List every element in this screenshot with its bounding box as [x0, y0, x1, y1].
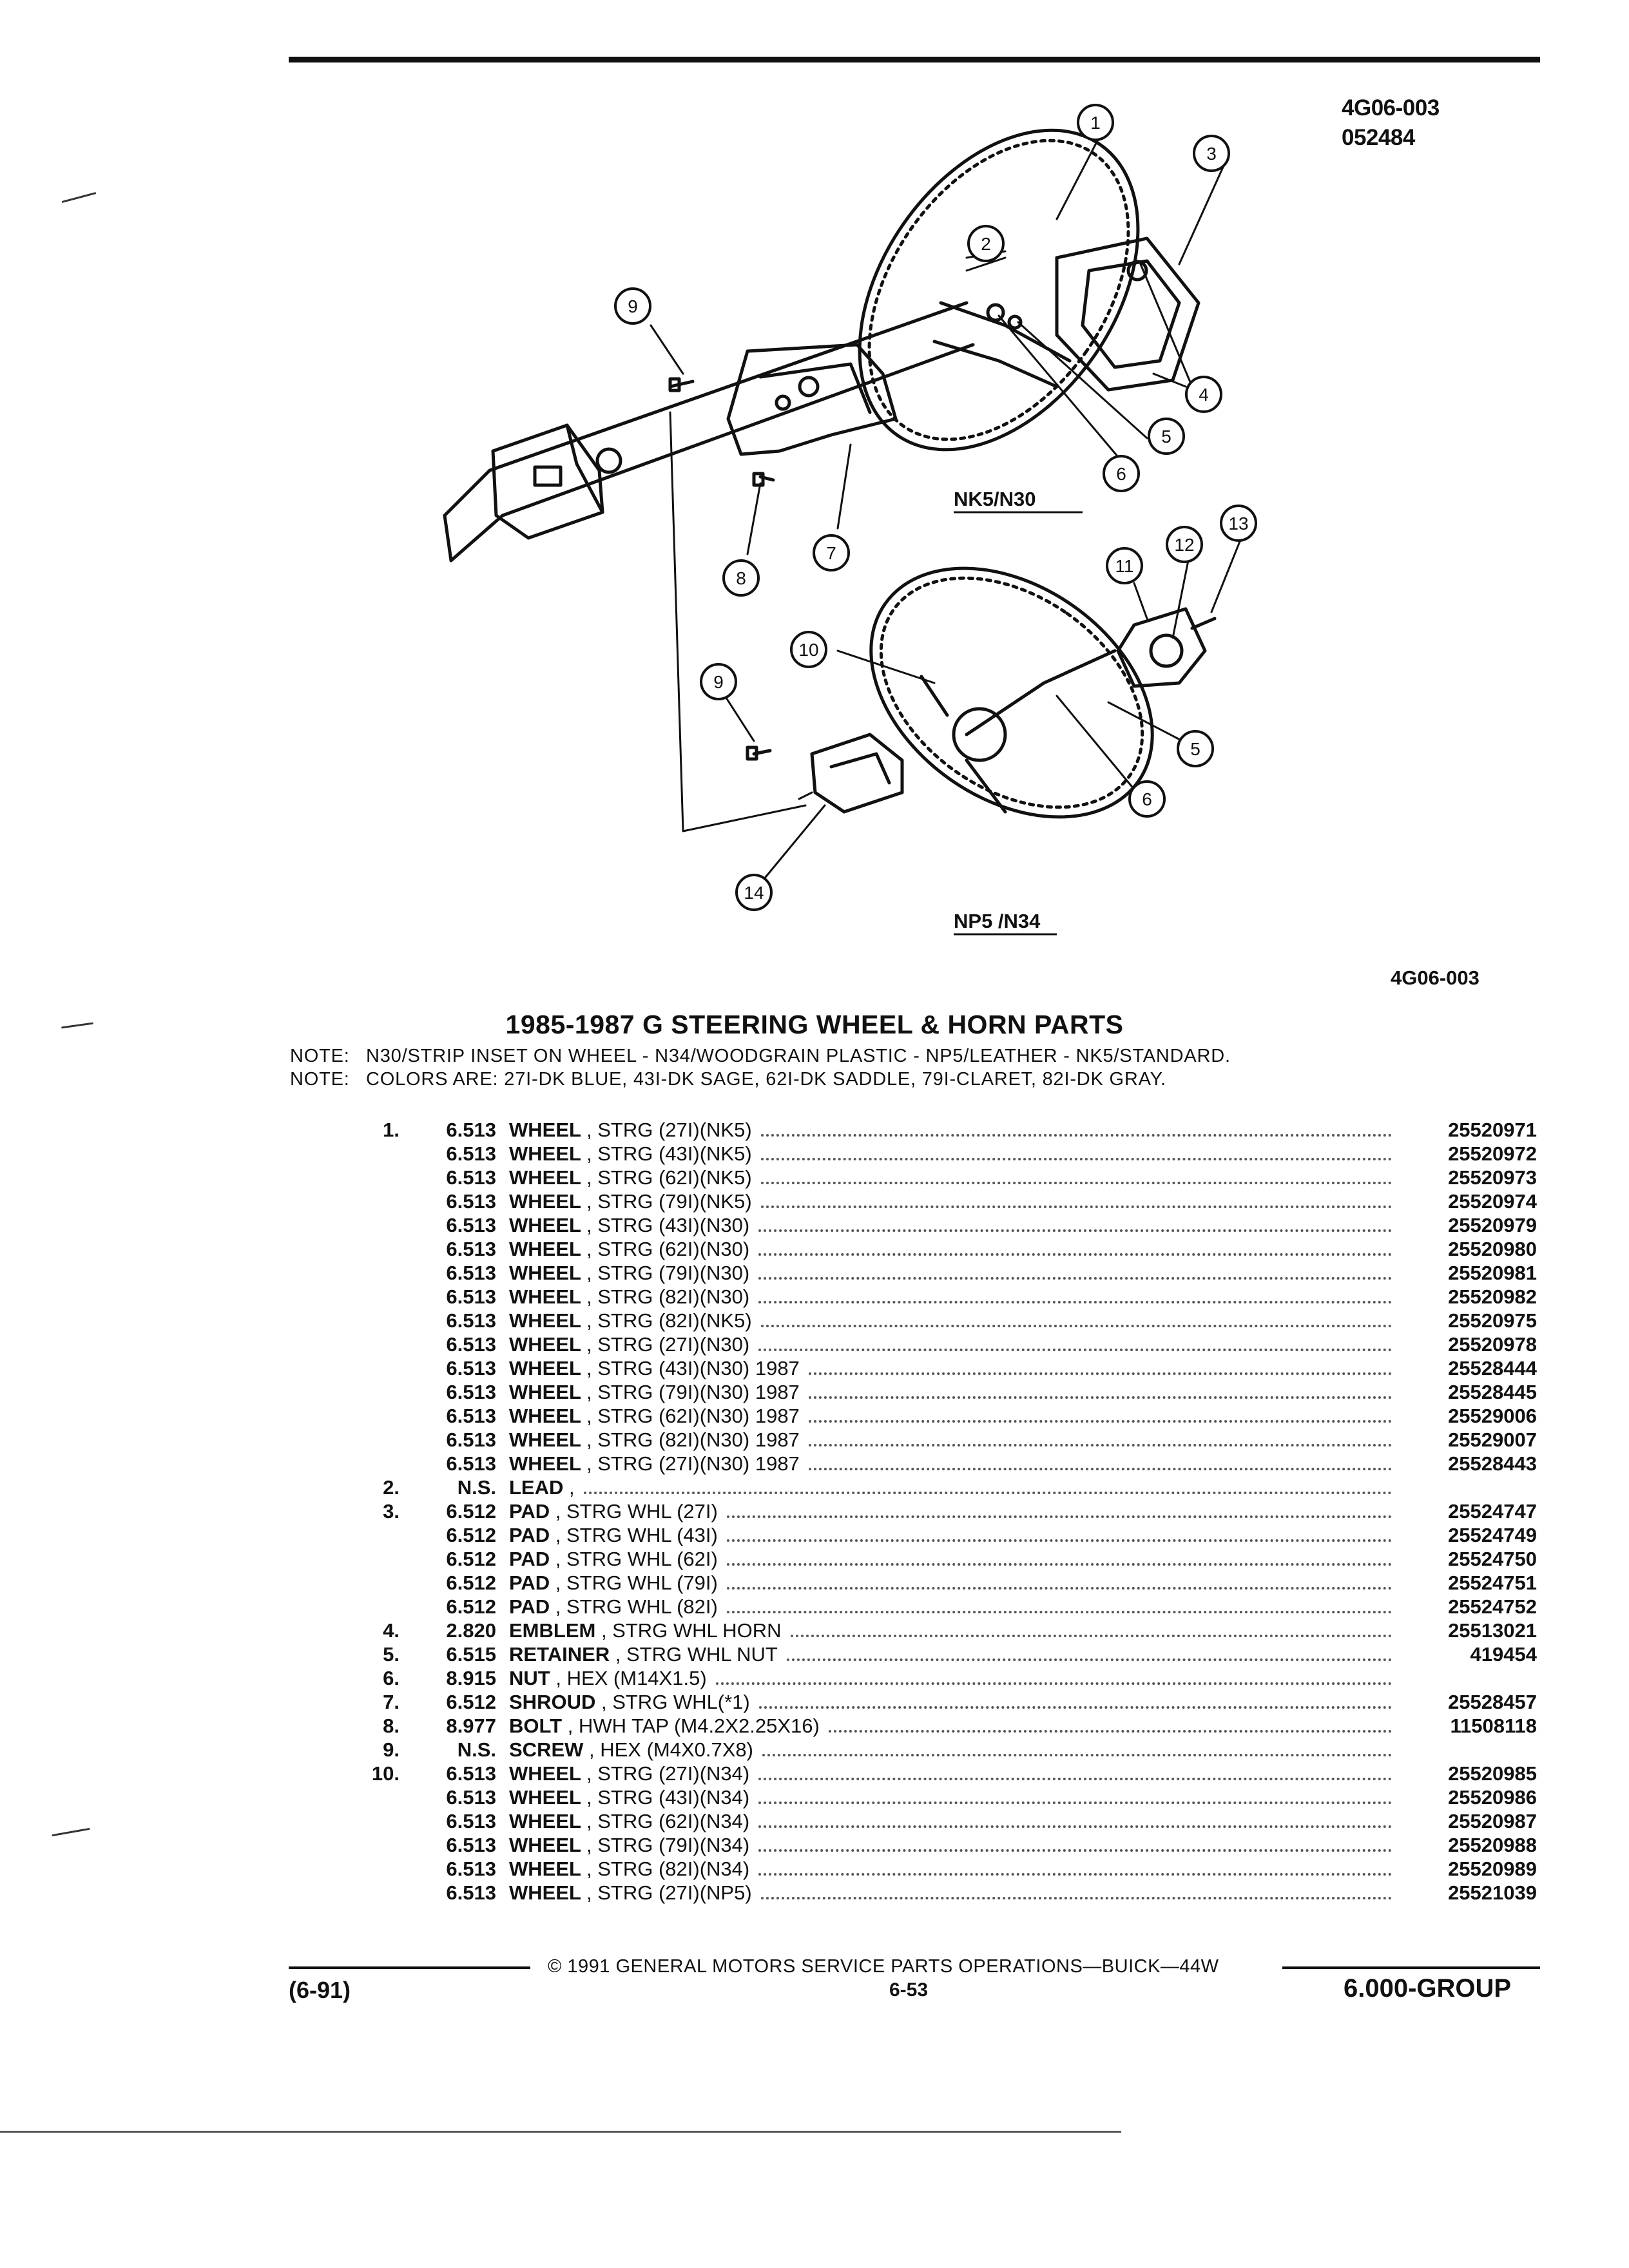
dot-leader: [758, 1802, 1392, 1804]
part-name: WHEEL: [509, 1333, 581, 1356]
dot-leader: [762, 1754, 1392, 1756]
svg-text:14: 14: [744, 883, 764, 903]
group-number: 6.513: [446, 1834, 496, 1856]
group-number: 6.512: [446, 1595, 496, 1618]
group-number: 6.513: [446, 1810, 496, 1832]
table-row: [0, 1738, 1629, 1762]
part-number: 25524749: [1448, 1524, 1537, 1546]
table-row: [0, 1238, 1629, 1262]
part-detail: , STRG (27I)(NP5): [586, 1881, 752, 1904]
part-name: WHEEL: [509, 1142, 581, 1165]
group-number: 6.515: [446, 1643, 496, 1666]
part-name: WHEEL: [509, 1858, 581, 1880]
part-description: [509, 1428, 800, 1452]
svg-text:3: 3: [1206, 144, 1217, 164]
part-name: PAD: [509, 1500, 550, 1523]
part-number: 11508118: [1450, 1715, 1537, 1737]
table-row: [0, 1142, 1629, 1166]
table-row: [0, 1571, 1629, 1595]
part-name: WHEEL: [509, 1834, 581, 1856]
callout-10: [791, 632, 826, 667]
part-number: 25520987: [1448, 1810, 1537, 1832]
table-row: [0, 1428, 1629, 1452]
page-number: 6-53: [889, 1979, 929, 2001]
group-number: N.S.: [457, 1476, 496, 1499]
part-number: 25520973: [1448, 1166, 1537, 1189]
item-number: 1.: [383, 1119, 400, 1141]
table-row: [0, 1667, 1629, 1691]
part-number: 25520971: [1448, 1119, 1537, 1141]
part-number: 25520974: [1448, 1190, 1537, 1213]
dot-leader: [758, 1229, 1392, 1232]
callout-11: [1107, 548, 1142, 583]
table-row: [0, 1214, 1629, 1238]
part-description: [509, 1619, 782, 1642]
part-description: [509, 1524, 718, 1547]
part-number: 25520989: [1448, 1858, 1537, 1880]
item-number: 5.: [383, 1643, 400, 1666]
part-description: [509, 1881, 752, 1905]
part-name: NUT: [509, 1667, 550, 1689]
part-detail: , STRG (82I)(NK5): [586, 1309, 752, 1332]
part-description: [509, 1309, 752, 1332]
group-number: 6.513: [446, 1405, 496, 1427]
part-number: 25520982: [1448, 1285, 1537, 1308]
part-description: [509, 1357, 800, 1380]
group-number: 6.513: [446, 1762, 496, 1785]
part-number: 25528443: [1448, 1452, 1537, 1475]
part-detail: , STRG (62I)(NK5): [586, 1166, 752, 1189]
table-row: [0, 1810, 1629, 1834]
part-name: WHEEL: [509, 1452, 581, 1475]
part-description: [509, 1214, 749, 1237]
part-name: WHEEL: [509, 1285, 581, 1308]
dot-leader: [758, 1301, 1392, 1303]
part-description: [509, 1548, 718, 1571]
part-detail: , STRG WHL (62I): [555, 1548, 718, 1570]
part-description: [509, 1333, 749, 1356]
group-number: 6.513: [446, 1786, 496, 1809]
group-number: 6.513: [446, 1428, 496, 1451]
part-number: 25520980: [1448, 1238, 1537, 1260]
part-detail: , STRG WHL NUT: [615, 1643, 778, 1666]
group-number: N.S.: [457, 1738, 496, 1761]
table-row: [0, 1190, 1629, 1214]
part-number: 25520988: [1448, 1834, 1537, 1856]
group-number: 6.513: [446, 1214, 496, 1236]
part-name: WHEEL: [509, 1166, 581, 1189]
dot-leader: [727, 1587, 1392, 1590]
group-number: 6.513: [446, 1357, 496, 1379]
part-number: 25529006: [1448, 1405, 1537, 1427]
table-row: [0, 1405, 1629, 1428]
item-number: 8.: [383, 1715, 400, 1737]
note-2: NOTE: COLORS ARE: 27I-DK BLUE, 43I-DK SAGE, 62I-DK SADDLE, 79I-CLARET, 82I-DK GRAY.: [290, 1069, 1166, 1090]
table-row: [0, 1452, 1629, 1476]
group-number: 6.513: [446, 1309, 496, 1332]
group-number: 6.513: [446, 1166, 496, 1189]
part-detail: , STRG (27I)(N30): [586, 1333, 750, 1356]
group-number: 6.513: [446, 1881, 496, 1904]
table-row: [0, 1881, 1629, 1905]
part-description: [509, 1238, 749, 1261]
note-1: NOTE: N30/STRIP INSET ON WHEEL - N34/WOODGRAIN PLASTIC - NP5/LEATHER - NK5/STANDARD.: [290, 1046, 1231, 1066]
part-detail: , STRG (79I)(NK5): [586, 1190, 752, 1213]
dot-leader: [758, 1825, 1392, 1828]
part-name: WHEEL: [509, 1381, 581, 1403]
svg-text:9: 9: [713, 672, 724, 692]
group-number: 6.513: [446, 1333, 496, 1356]
group-number: 6.513: [446, 1858, 496, 1880]
group-number: 8.977: [446, 1715, 496, 1737]
dot-leader: [809, 1444, 1392, 1446]
table-row: [0, 1786, 1629, 1810]
part-number: 25520985: [1448, 1762, 1537, 1785]
part-name: WHEEL: [509, 1238, 581, 1260]
part-detail: , HEX (M4X0.7X8): [589, 1738, 753, 1761]
part-number: 25520979: [1448, 1214, 1537, 1236]
dot-leader: [727, 1611, 1392, 1613]
part-name: WHEEL: [509, 1428, 581, 1451]
callout-5-lower: [1178, 731, 1213, 766]
part-detail: , STRG (43I)(NK5): [586, 1142, 752, 1165]
figure-code: 4G06-003: [1342, 95, 1440, 120]
callout-8: [724, 561, 758, 595]
part-detail: , STRG (43I)(N30): [586, 1214, 750, 1236]
variant-label-upper: NK5/N30: [954, 488, 1036, 510]
dot-leader: [761, 1325, 1392, 1327]
part-name: PAD: [509, 1571, 550, 1594]
part-name: WHEEL: [509, 1881, 581, 1904]
part-number: 25521039: [1448, 1881, 1537, 1904]
part-description: [509, 1762, 749, 1785]
dot-leader: [758, 1873, 1392, 1876]
part-name: WHEEL: [509, 1262, 581, 1284]
dot-leader: [758, 1778, 1392, 1780]
part-description: [509, 1691, 750, 1714]
dot-leader: [809, 1396, 1392, 1399]
dot-leader: [727, 1539, 1392, 1542]
dot-leader: [727, 1563, 1392, 1566]
copyright: © 1991 GENERAL MOTORS SERVICE PARTS OPERATIONS—BUICK—44W: [548, 1956, 1219, 1977]
part-detail: , STRG WHL (43I): [555, 1524, 718, 1546]
part-description: [509, 1452, 800, 1475]
table-row: [0, 1381, 1629, 1405]
part-detail: , STRG WHL HORN: [601, 1619, 782, 1642]
item-number: 2.: [383, 1476, 400, 1499]
part-detail: , STRG (62I)(N30) 1987: [586, 1405, 800, 1427]
group-number: 6.513: [446, 1190, 496, 1213]
table-row: [0, 1357, 1629, 1381]
part-description: [509, 1405, 800, 1428]
table-row: [0, 1858, 1629, 1881]
part-number: 25524750: [1448, 1548, 1537, 1570]
group-number: 2.820: [446, 1619, 496, 1642]
part-number: 25528457: [1448, 1691, 1537, 1713]
group-number: 6.512: [446, 1548, 496, 1570]
part-detail: , STRG WHL (79I): [555, 1571, 718, 1594]
svg-text:10: 10: [798, 640, 819, 660]
dot-leader: [758, 1349, 1392, 1351]
part-description: [509, 1190, 752, 1213]
callout-9-upper: [615, 289, 650, 323]
date-code: 052484: [1342, 125, 1415, 150]
part-name: WHEEL: [509, 1119, 581, 1141]
part-description: [509, 1738, 753, 1762]
svg-text:8: 8: [736, 568, 746, 588]
part-description: [509, 1285, 749, 1309]
svg-text:6: 6: [1142, 789, 1152, 809]
part-description: [509, 1119, 752, 1142]
group-number: 6.513: [446, 1262, 496, 1284]
part-number: 25520975: [1448, 1309, 1537, 1332]
svg-text:5: 5: [1161, 427, 1171, 447]
group-number: 6.513: [446, 1452, 496, 1475]
group-number: 6.513: [446, 1142, 496, 1165]
group-number: 6.513: [446, 1238, 496, 1260]
svg-text:5: 5: [1190, 739, 1200, 759]
dot-leader: [761, 1206, 1392, 1208]
part-name: LEAD: [509, 1476, 564, 1499]
part-description: [509, 1476, 575, 1499]
group-number: 6.513: [446, 1285, 496, 1308]
group-number: 6.512: [446, 1571, 496, 1594]
table-row: [0, 1762, 1629, 1786]
part-number: 25524747: [1448, 1500, 1537, 1523]
part-detail: , STRG (43I)(N30) 1987: [586, 1357, 800, 1379]
item-number: 3.: [383, 1500, 400, 1523]
part-description: [509, 1667, 707, 1690]
dot-leader: [758, 1849, 1392, 1852]
callout-7: [814, 535, 849, 570]
table-row: [0, 1595, 1629, 1619]
part-detail: , STRG WHL (82I): [555, 1595, 718, 1618]
bottom-rule: [0, 2131, 1121, 2133]
part-detail: , STRG (82I)(N30): [586, 1285, 750, 1308]
callout-3: [1194, 136, 1229, 171]
table-row: [0, 1619, 1629, 1643]
item-number: 9.: [383, 1738, 400, 1761]
callout-9-lower: [701, 664, 736, 699]
group-number: 6.512: [446, 1524, 496, 1546]
part-description: [509, 1166, 752, 1189]
page-title: 1985-1987 G STEERING WHEEL & HORN PARTS: [505, 1010, 1124, 1039]
part-description: [509, 1595, 718, 1619]
callout-6-lower: [1130, 782, 1164, 816]
part-number: 25520986: [1448, 1786, 1537, 1809]
dot-leader: [761, 1897, 1392, 1899]
part-number: 25513021: [1448, 1619, 1537, 1642]
part-name: WHEEL: [509, 1190, 581, 1213]
svg-text:4: 4: [1199, 385, 1209, 405]
dot-leader: [758, 1277, 1392, 1280]
part-detail: , STRG (43I)(N34): [586, 1786, 750, 1809]
footer-rule-left: [289, 1966, 530, 1969]
steering-wheel-diagram: [0, 0, 1629, 1005]
part-description: [509, 1262, 749, 1285]
dot-leader: [809, 1468, 1392, 1470]
table-row: [0, 1548, 1629, 1571]
svg-text:6: 6: [1116, 464, 1126, 484]
callout-5: [1149, 419, 1184, 454]
part-detail: , STRG (82I)(N30) 1987: [586, 1428, 800, 1451]
table-row: [0, 1500, 1629, 1524]
part-detail: ,: [569, 1476, 575, 1499]
item-number: 6.: [383, 1667, 400, 1689]
part-number: 25524752: [1448, 1595, 1537, 1618]
part-description: [509, 1810, 749, 1833]
part-detail: , STRG (79I)(N30) 1987: [586, 1381, 800, 1403]
item-number: 7.: [383, 1691, 400, 1713]
part-description: [509, 1500, 718, 1523]
part-detail: , STRG (27I)(N30) 1987: [586, 1452, 800, 1475]
table-row: [0, 1285, 1629, 1309]
svg-text:7: 7: [826, 543, 836, 563]
part-detail: , STRG (27I)(N34): [586, 1762, 750, 1785]
group-number: 6.513: [446, 1119, 496, 1141]
svg-text:11: 11: [1115, 556, 1134, 576]
part-name: WHEEL: [509, 1810, 581, 1832]
svg-text:1: 1: [1090, 113, 1101, 133]
part-name: PAD: [509, 1524, 550, 1546]
svg-text:12: 12: [1174, 535, 1195, 555]
table-row: [0, 1524, 1629, 1548]
dot-leader: [727, 1515, 1392, 1518]
footer-date: (6-91): [289, 1977, 351, 2003]
group-number: 6.512: [446, 1691, 496, 1713]
item-number: 4.: [383, 1619, 400, 1642]
table-row: [0, 1262, 1629, 1285]
part-number: 419454: [1470, 1643, 1537, 1666]
dot-leader: [761, 1134, 1392, 1137]
table-row: [0, 1476, 1629, 1500]
footer-rule-right: [1282, 1966, 1540, 1969]
part-number: 25520978: [1448, 1333, 1537, 1356]
part-number: 25528444: [1448, 1357, 1537, 1379]
part-number: 25520972: [1448, 1142, 1537, 1165]
dot-leader: [787, 1658, 1392, 1661]
part-name: WHEEL: [509, 1786, 581, 1809]
group-number: 6.000-GROUP: [1344, 1974, 1512, 2003]
table-row: [0, 1691, 1629, 1715]
dot-leader: [758, 1253, 1392, 1256]
part-description: [509, 1715, 820, 1738]
callout-13: [1221, 506, 1256, 541]
table-row: [0, 1834, 1629, 1858]
table-row: [0, 1333, 1629, 1357]
part-name: WHEEL: [509, 1762, 581, 1785]
figure-ref: 4G06-003: [1391, 966, 1480, 989]
callout-12: [1167, 527, 1202, 562]
part-number: 25529007: [1448, 1428, 1537, 1451]
part-description: [509, 1381, 800, 1404]
group-number: 8.915: [446, 1667, 496, 1689]
part-detail: , STRG (62I)(N30): [586, 1238, 750, 1260]
item-number: 10.: [371, 1762, 400, 1785]
part-number: 25524751: [1448, 1571, 1537, 1594]
table-row: [0, 1643, 1629, 1667]
part-description: [509, 1858, 749, 1881]
part-detail: , HEX (M14X1.5): [555, 1667, 707, 1689]
part-name: WHEEL: [509, 1357, 581, 1379]
part-name: WHEEL: [509, 1309, 581, 1332]
part-name: WHEEL: [509, 1214, 581, 1236]
callout-2: [969, 226, 1003, 261]
group-number: 6.512: [446, 1500, 496, 1523]
dot-leader: [761, 1182, 1392, 1184]
dot-leader: [584, 1492, 1392, 1494]
part-name: WHEEL: [509, 1405, 581, 1427]
dot-leader: [829, 1730, 1392, 1733]
part-number: 25528445: [1448, 1381, 1537, 1403]
table-row: [0, 1715, 1629, 1738]
part-detail: , STRG (82I)(N34): [586, 1858, 750, 1880]
variant-label-lower: NP5 /N34: [954, 910, 1041, 932]
part-detail: , STRG (27I)(NK5): [586, 1119, 752, 1141]
part-detail: , STRG (79I)(N30): [586, 1262, 750, 1284]
callout-14: [737, 875, 771, 910]
svg-text:9: 9: [628, 296, 638, 316]
part-description: [509, 1786, 749, 1809]
table-row: [0, 1309, 1629, 1333]
group-number: 6.513: [446, 1381, 496, 1403]
part-name: PAD: [509, 1595, 550, 1618]
dot-leader: [716, 1682, 1392, 1685]
callout-1: [1078, 105, 1113, 140]
part-name: SCREW: [509, 1738, 584, 1761]
part-description: [509, 1643, 778, 1666]
dot-leader: [761, 1158, 1392, 1160]
part-detail: , STRG (79I)(N34): [586, 1834, 750, 1856]
svg-text:2: 2: [981, 234, 991, 254]
callout-6: [1104, 456, 1139, 491]
part-detail: , STRG WHL (27I): [555, 1500, 718, 1523]
callout-4: [1186, 377, 1221, 412]
dot-leader: [791, 1635, 1392, 1637]
dot-leader: [809, 1372, 1392, 1375]
dot-leader: [809, 1420, 1392, 1423]
part-detail: , HWH TAP (M4.2X2.25X16): [567, 1715, 820, 1737]
part-number: 25520981: [1448, 1262, 1537, 1284]
part-name: BOLT: [509, 1715, 563, 1737]
svg-text:13: 13: [1228, 514, 1249, 533]
part-name: PAD: [509, 1548, 550, 1570]
part-detail: , STRG WHL(*1): [601, 1691, 750, 1713]
part-name: RETAINER: [509, 1643, 610, 1666]
table-row: [0, 1166, 1629, 1190]
dot-leader: [759, 1706, 1392, 1709]
part-detail: , STRG (62I)(N34): [586, 1810, 750, 1832]
part-description: [509, 1834, 749, 1857]
part-name: SHROUD: [509, 1691, 596, 1713]
table-row: [0, 1119, 1629, 1142]
part-description: [509, 1142, 752, 1166]
part-name: EMBLEM: [509, 1619, 596, 1642]
part-description: [509, 1571, 718, 1595]
